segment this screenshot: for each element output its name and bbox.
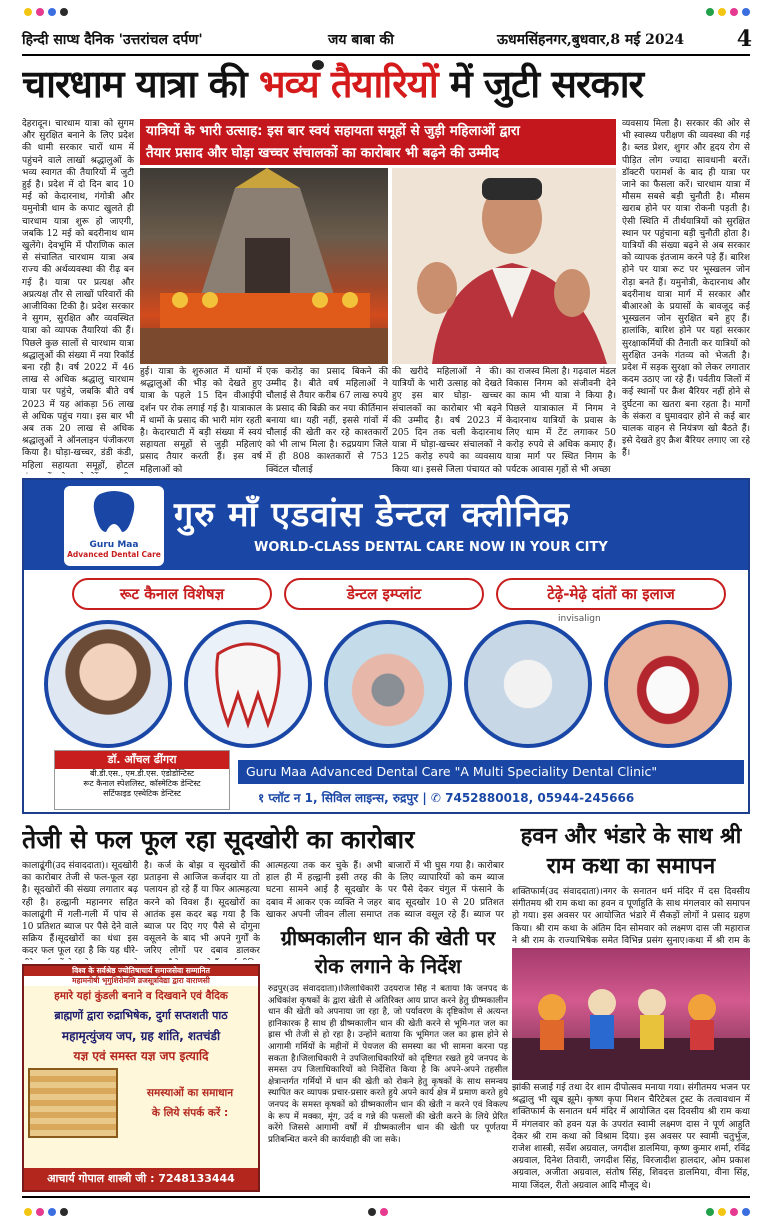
top-left-dots xyxy=(24,8,68,16)
astro-scroll-image xyxy=(28,1068,118,1138)
article-col-3: एक करोड़ का प्रसाद बिकने की उम्मीद है। बीते वर्ष महिलाओं ने चौलाई से तैयार करीब 67 लाख रुपये के प्रसाद की बिक्री कर नया कीर्तिमान बनाया था। यही नहीं, इससे गांवों में चौलाई की खेती कर रहे काश्तकारों को भी लाभ मिला है। रुद्रप्रयाग जिले में ही 808 काश्तकारों से 753 क्विंटल चौलाई xyxy=(266,367,388,474)
sub-headline-line1: यात्रियों के भारी उत्साह: इस बार स्वयं सहायता समूहों से जुड़ी महिलाओं द्वारा xyxy=(146,123,520,139)
tooth-logo-icon xyxy=(66,488,162,536)
article-col-2: हुई। यात्रा के शुरुआत में धामों में श्रद्धालुओं की भीड़ को देखते हुए यात्रा के पहले 15 दिन वीआईपी दर्शन पर रोक लगाई गई है। यात्राकाल में धामों के प्रसाद की भारी मांग रहती है। केदारघाटी में बड़ी संख्या में स्वयं सहायता समूहों से जुड़ी महिलाएं प्रसाद तैयार करती हैं। इस वर्ष महिलाओं को xyxy=(140,367,262,474)
pill-dental-implant: डेन्टल इम्प्लांट xyxy=(284,578,484,610)
story3-top: शक्तिफार्म(उद संवाददाता)।नगर के सनातन धर्म मंदिर में दस दिवसीय संगीतमय श्री राम कथा का हवन व पूर्णाहुति के साथ मंगलवार को समापन हो गया। इस अवसर पर आयोजित भंडारे में सैकड़ों लोगों ने प्रसाद ग्रहण किया। श्री राम कथा के अंतिम दिन सोमवार को लक्ष्मण दास जी महाराज ने श्री राम के राज्याभिषेक समेत विभिन्न प्रसंग सुनाए।कथा में श्री राम के xyxy=(512,887,750,946)
article-col-1: देहरादून। चारधाम यात्रा को सुगम और सुरक्षित बनाने के लिए प्रदेश की धामी सरकार चारों धाम में पहुंचने वाले लाखों श्रद्धालुओं के भव्य स्वागत की तैयारियों में जुटी हुई है। प्रदेश में दो दिन बाद 10 मई को केदारनाथ, गंगोत्री और यमुनोत्री धाम के कपाट खुलते ही चारधाम यात्रा शुरू हो जाएगी, जबकि 12 मई को बदरीनाथ धाम खुलेंगे। देवभूमि में पौराणिक काल से संचालित चारधाम यात्रा अब राज्य की अर्थव्यवस्था की रीढ़ बन गई है। यात्रा पर प्रत्यक्ष और अप्रत्यक्ष तौर से लाखों परिवारों की आजीविका टिकी है। प्रदेश सरकार ने सुगम, सुरक्षित और व्यवस्थित यात्रा को व्यापक तैयारियां की हैं। पिछले कुछ सालों से चारधाम यात्रा श्रद्धालुओं की संख्या में नया रिकॉर्ड बना रही है। वर्ष 2022 में 46 लाख से अधिक श्रद्धालु चारधाम यात्रा पर पहुंचे, जबकि बीते वर्ष 2023 में यह आंकड़ा 56 लाख से अधिक पहुंच गया। इस बार भी अब तक 20 लाख से अधिक श्रद्धालुओं ने ऑनलाइन पंजीकरण किया है। घोड़ा-खच्चर, डंडी कंडी, महिला सहायता समूहों, होटल xyxy=(22,119,134,471)
bottom-right-dots xyxy=(706,1208,750,1216)
stage-illustration xyxy=(512,948,750,1080)
smile-circle xyxy=(604,620,732,748)
story2-col-2: है। कर्ज के बोझ व सूदखोरों की प्रताड़ना से आजिज कर्जदार या तो पलायन हो रहे हैं या फिर आत्महत्या करने को विवश हैं। सूदखोरों का आतंक इस कदर बढ़ गया है कि ब्याज पर दिए गए पैसे से दोगुना वसूलने के बाद भी अपने गुर्गों के जरिए लोगों पर दबाव डालकर xyxy=(144,861,260,957)
clinic-logo xyxy=(64,486,164,566)
main-headline-part1: चारधाम यात्रा की xyxy=(22,62,247,106)
page-number: 4 xyxy=(736,26,752,52)
footer-rule xyxy=(22,1196,750,1198)
ad-title: गुरु माँ एडवांस डेन्टल क्लीनिक xyxy=(174,495,570,535)
sub-headline xyxy=(140,119,616,165)
article-col-4: की खरीदे महिलाओं ने की। यात्रियों के भारी उत्साह को देखते हुए इस बार घोड़ा- खच्चर संचालकों का कारोबार भी बढ़ने की उम्मीद है। वर्ष 2023 में 205 दिन तक चली केदारनाथ यात्रा में घोड़ा-खच्चर संचालकों ने 125 करोड़ रुपये का व्यवसाय किया था। इससे जिला पंचायत को xyxy=(392,367,502,474)
ad-subtitle: WORLD-CLASS DENTAL CARE NOW IN YOUR CITY xyxy=(254,540,608,555)
doctor-name: डॉ. आँचल ढींगरा xyxy=(55,751,229,769)
pill-braces: टेढ़े-मेढ़े दांतों का इलाज xyxy=(496,578,726,610)
patient-circle xyxy=(44,620,172,748)
invisalign-badge: invisalign xyxy=(554,614,605,624)
chief-minister-photo xyxy=(392,168,616,364)
top-right-dots xyxy=(706,8,750,16)
implant-circle xyxy=(184,620,312,748)
story2-col-4: बाजारों में भी घुस गया है। कारोबार के लिए व्यापारियों को कम ब्याज पर पैसे देकर चंगुल में फंसाने के बाद सूदखोर 10 से 20 प्रतिशत तक ब्याज वसूल रहे हैं। ब्याज पर xyxy=(388,861,504,920)
astro-line-2: ब्राह्मणों द्वारा रुद्राभिषेक, दुर्गा सप्तशती पाठ xyxy=(54,1009,228,1022)
logo-line-2: Advanced Dental Care xyxy=(67,550,161,559)
story3-bottom: झांकी सजाई गई तथा देर शाम दीपोत्सव मनाया गया। संगीतमय भजन पर श्रद्धालु भी खूब झूमे। कृष्ण कृपा मिशन चैरिटेबल ट्रस्ट के तत्वावधान में शक्तिफार्म के सनातन धर्म मंदिर में आयोजित दस दिवसीय श्री राम कथा में मंगलवार को हवन यज्ञ के उपरांत स्वामी लक्ष्मण दास ने पूर्ण आहुति देकर श्री राम कथा को विश्राम दिया। इस अवसर पर स्वामी चतुर्भुज, राजेश शास्त्री, सर्वेश अग्रवाल, जगदीश डालमिया, कृष्ण कुमार शर्मा, रविंद्र अग्रवाल, दिनेश तिवारी, जगदीश सिंह, विरजादीश हालदार, ओम प्रकाश अग्रवाल, अजीता अग्रवाल, संतोष सिंह, शिवदत्त डालमिया, वीना सिंह, माया जिंदल, रीतो अग्रवाल आदि मौजूद थे। xyxy=(512,1083,750,1191)
astro-top-2: महामनीषी भृगुशिरोमणि व्रजसूत्रविद्या द्वारा वाराणसी xyxy=(24,976,258,986)
article-col-6: व्यवसाय मिला है। सरकार की ओर से भी स्वास्थ्य परीक्षण की व्यवस्था की गई है। ब्लड प्रेशर, शुगर और हृदय रोग से पीड़ित लोग ज्यादा सावधानी बरतें। डॉक्टरी परामर्श के बाद ही यात्रा पर जाने का फैसला करें। चारधाम यात्रा में मौसम सबसे बड़ी चुनौती है। मौसम खराब होने पर यात्रा रोकनी पड़ती है। ऐसी स्थिति में तीर्थयात्रियों को सुरक्षित स्थान पर पहुंचाना बड़ी चुनौती होता है। यात्रियों की संख्या बढ़ने से अब सरकार को व्यापक इंतजाम करने पड़े हैं। बारिश होने पर यात्रा रूट पर भूस्खलन जोन रोड़ा बनते हैं। यमुनोत्री, केदारनाथ और बदरीनाथ यात्रा मार्ग में सरकार और बीआरओ के प्रयासों के बावजूद कई भूस्खलन जोन सुरक्षित बने हुए हैं। हालांकि, बारिश होने पर यहां सरकार सुरक्षाकर्मियों की तैनाती कर यात्रियों को सुरक्षित उनके गंतव्य को भेजती है। प्रदेश में सड़क सुरक्षा को लेकर लगातार कदम उठाए जा रहे हैं। पर्वतीय जिलों में कई स्थानों पर क्रैश बैरियर नहीं होने से दुर्घटना का खतरा बना रहता है। मार्गों के संकरा व घुमावदार होने से कई बार चालक वाहन से नियंत्रण खो बैठते हैं। इसे देखते हुए क्रैश बैरियर लगाए जा रहे हैं। xyxy=(622,119,750,459)
implant-model-circle xyxy=(324,620,452,748)
story3-headline: हवन और भंडारे के साथ श्री राम कथा का समापन xyxy=(520,824,742,879)
story2-headline: तेजी से फल फूल रहा सूदखोरी का कारोबार xyxy=(22,825,415,854)
pill-root-canal: रूट कैनाल विशेषज्ञ xyxy=(72,578,272,610)
astrology-ad xyxy=(22,964,260,1192)
article-col-5: का राजस्व मिला है। गढ़वाल मंडल विकास निगम को संजीवनी देने का काम भी यात्रा ने किया है। पिछले यात्राकाल में निगम ने केदारनाथ यात्रियों के प्रवास के लिए धाम में टेंट लगाकर 50 करोड़ रुपये से अधिक कमाए हैं। यात्रा मार्ग पर स्थित निगम के पर्यटक आवास गृहों से भी अच्छा xyxy=(506,367,616,474)
doctor-qualification-2: रूट कैनाल स्पेशलिस्ट, कॉस्मेटिक डेन्टिस्ट xyxy=(83,779,201,788)
temple-illustration xyxy=(140,168,388,364)
story4-body: रुद्रपुर(उद संवाददाता)।जिलाधिकारी उदयराज सिंह ने बताया कि जनपद के अधिकांश कृषकों के द्वारा खेती से अतिरिक्त आय प्राप्त करने हेतु ग्रीष्मकालीन धान की खेती को अपनाया जा रहा है, जो पर्यावरण के दृष्टिकोण से अत्यन्त हानिकारक है साथ ही ग्रीष्मकालीन धान की खेती करने से भूमि-गत जल का ह्रास भी तेजी से हो रहा है। उन्होंने बताया कि भूमिगत जल का ह्रास होने से आगामी गर्मियों के महीनों में पेयजल की समस्या का भी सामना करना पड़ सकता है।जिलाधिकारी ने उपजिलाधिकारियों को दृष्टिगत रखते हुये जनपद के समस्त उप जिलाधिकारियों को निर्देशित किया है कि अपने-अपने तहसील क्षेत्रान्तर्गत गर्मियों में धान की खेती को रोकने हेतु कृषकों के साथ समन्वय स्थापित कर व्यापक प्रचार-प्रसार करते हुये अपने कार्य क्षेत्र में प्रमाण करते हुये जनपद के समस्त कृषकों को ग्रीष्मकालीन धान की खेती न करने एवं विकल्प के रूप में मक्का, मूंग, उर्द व गन्ने की फसलों की खेती करने के लिये प्रेरित करेंगे जिससे आगामी वर्षों में ग्रीष्मकालीन धान की खेती पर पूर्णतया प्रतिबन्धित करने की कार्यवाही की जा सके। xyxy=(268,984,508,1145)
header-slogan: जय बाबा की xyxy=(328,32,394,48)
astro-contact: आचार्य गोपाल शास्त्री जी : 7248133444 xyxy=(24,1168,258,1190)
astro-line-1: हमारे यहां कुंडली बनाने व दिखवाने एवं वैदिक xyxy=(54,990,228,1002)
header-rule xyxy=(22,54,750,56)
newspaper-name: हिन्दी साप्ध दैनिक 'उत्तरांचल दर्पण' xyxy=(22,32,203,48)
story2-col-3: आत्महत्या तक कर चुके हैं। अभी हाल ही में हल्द्वानी इसी तरह की घटना सामने आई है सूदखोर के दबाव में आकर एक व्यक्ति ने जहर खाकर अपनी जीवन लीला समाप्त xyxy=(266,861,382,920)
astro-line-4: यज्ञ एवं समस्त यज्ञ जप इत्यादि xyxy=(73,1049,209,1063)
main-headline xyxy=(22,58,750,110)
ad-address: १ प्लॉट न 1, सिविल लाइन्स, रुद्रपुर | ✆ 7452880018, 05944-245666 xyxy=(258,791,635,805)
page-header xyxy=(22,26,752,50)
astro-top-1: विश्व के सर्वश्रेष्ठ ज्योतिषाचार्य समाजसेवा सम्मानित xyxy=(24,966,258,976)
ad-tagline: Guru Maa Advanced Dental Care "A Multi Speciality Dental Clinic" xyxy=(238,760,744,784)
astro-line-5: समस्याओं का समाधान xyxy=(146,1087,234,1099)
temple-photo xyxy=(140,168,388,364)
dental-clinic-ad xyxy=(22,478,750,814)
bottom-center-dots xyxy=(368,1208,388,1216)
doctor-card xyxy=(54,750,230,810)
doctor-qualification-1: बी.डी.एस., एम.डी.एस. एंडोडोन्टिस्ट xyxy=(90,769,194,778)
main-headline-part2: भव्य तैयारियों xyxy=(258,62,438,106)
astro-line-3: महामृत्युंजय जप, ग्रह शांति, शतचंडी xyxy=(61,1029,221,1043)
story4-headline: ग्रीष्मकालीन धान की खेती पर रोक लगाने के निर्देश xyxy=(280,926,496,978)
ramkatha-photo xyxy=(512,948,750,1080)
bottom-left-dots xyxy=(24,1208,68,1216)
header-date: ऊधमसिंहनगर,बुधवार,8 मई 2024 xyxy=(497,32,685,48)
astro-line-6: के लिये संपर्क करें : xyxy=(151,1107,229,1119)
sub-headline-line2: तैयार प्रसाद और घोड़ा खच्चर संचालकों का कारोबार भी बढ़ने की उम्मीद xyxy=(146,145,499,161)
tooth-root-icon xyxy=(188,624,308,744)
story2-col-1: कालाढूंगी(उद संवाददाता)। सूदखोरी का कारोबार तेजी से फल-फूल रहा है। सूदखोरों की संख्या लगातार बढ़ रही है। हल्द्वानी महानगर सहित कालाढूंगी में गली-गली में पांच से 10 प्रतिशत ब्याज पर पैसे देने वाले सक्रिय हैं।सूदखोरों का धंधा इस कदर फल फूल रहा है कि यह धीरे- xyxy=(22,861,138,957)
aligner-circle xyxy=(464,620,592,748)
main-headline-part3: में जुटी सरकार xyxy=(449,62,644,106)
astro-lower xyxy=(24,1066,258,1140)
person-illustration xyxy=(392,168,616,364)
logo-line-1: Guru Maa xyxy=(89,540,139,550)
doctor-qualification-3: सर्टिफाइड एस्थेटिक डेन्टिस्ट xyxy=(103,789,181,798)
